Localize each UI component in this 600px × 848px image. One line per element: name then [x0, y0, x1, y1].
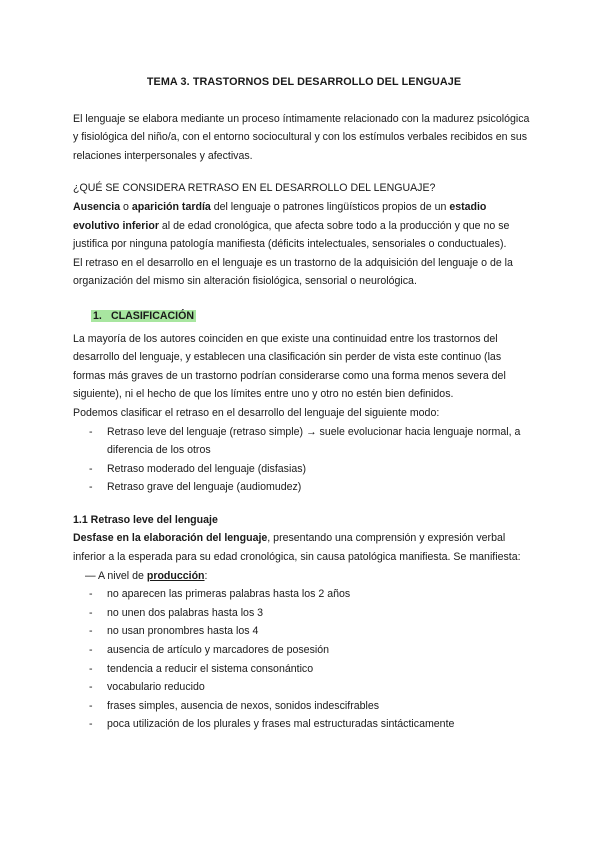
intro-paragraph: El lenguaje se elabora mediante un proceso íntimamente relacionado con la madurez psicológica y fisiológica del niño/a, con el entorno sociocultural y con los estímulos verbales recibidos en sus relaciones interpersonales y afectivas. [73, 112, 530, 162]
production-list [73, 585, 535, 734]
level-suffix: : [204, 569, 208, 582]
list-item: - no unen dos palabras hasta los 3 [73, 604, 535, 623]
definition-text-1: o [120, 200, 132, 213]
list-item: - Retraso grave del lenguaje (audiomudez) [73, 478, 535, 497]
list-item: - Retraso leve del lenguaje (retraso simple) → suele evolucionar hacia lenguaje normal, a diferencia de los otros [73, 423, 535, 460]
definition-paragraph [73, 198, 535, 254]
list-item: - no usan pronombres hasta los 4 [73, 622, 535, 641]
definition-bold-3: estadio evolutivo inferior [73, 200, 487, 232]
list-item: - tendencia a reducir el sistema consonántico [73, 660, 535, 679]
section-1-highlight [91, 310, 196, 322]
question-heading: ¿QUÉ SE CONSIDERA RETRASO EN EL DESARROLLO DEL LENGUAJE? [73, 182, 436, 195]
list-item: - no aparecen las primeras palabras hasta los 2 años [73, 585, 535, 604]
document-page [73, 73, 535, 734]
level-word: producción [146, 569, 205, 582]
definition-bold-1: Ausencia [73, 200, 121, 213]
section-1-heading [91, 307, 535, 326]
level-prefix: — A nivel de [85, 569, 147, 582]
definition-text-2: del lenguaje o patrones lingüísticos propios de un [210, 200, 450, 213]
list-item: - Retraso moderado del lenguaje (disfasias) [73, 460, 535, 479]
section-1-paragraph-2: Podemos clasificar el retraso en el desarrollo del lenguaje del siguiente modo: [73, 406, 440, 419]
page-title: TEMA 3. TRASTORNOS DEL DESARROLLO DEL LENGUAJE [146, 76, 462, 88]
lead-rest: , presentando una comprensión y expresión verbal inferior a la esperada para su edad cronológica, sin causa patológica manifiesta. Se manifiesta: [73, 532, 521, 564]
section-1-title: CLASIFICACIÓN [111, 309, 194, 322]
definition-bold-2: aparición tardía [131, 200, 211, 213]
subsection-1-1-heading: 1.1 Retraso leve del lenguaje [73, 513, 218, 526]
subsection-1-1-lead [73, 529, 535, 566]
definition-paragraph-2: El retraso en el desarrollo en el lenguaje es un trastorno de la adquisición del lenguaje o de la organización del mismo sin alteración fisiológica, sensorial o neurológica. [73, 256, 513, 288]
list-item: - frases simples, ausencia de nexos, sonidos indescifrables [73, 697, 535, 716]
classification-list [73, 423, 535, 497]
production-level-line [73, 567, 535, 586]
lead-bold: Desfase en la elaboración del lenguaje [73, 532, 268, 545]
section-1-paragraph-1: La mayoría de los autores coinciden en que existe una continuidad entre los trastornos del desarrollo del lenguaje, y establecen una clasificación sin perder de vista este continuo (las formas más graves de un trastorno podrían considerarse como una forma menos severa del siguiente), ni el hecho de que los límites entre uno y otro no estén bien definidos. [73, 332, 506, 401]
list-item: - poca utilización de los plurales y frases mal estructuradas sintácticamente [73, 715, 535, 734]
definition-text-3: al de edad cronológica, que afecta sobre todo a la producción y que no se justifica por ninguna patología manifiesta (déficits intelectuales, sensoriales o conductuales). [73, 219, 510, 251]
list-item: - vocabulario reducido [73, 678, 535, 697]
list-item: - ausencia de artículo y marcadores de posesión [73, 641, 535, 660]
section-1-number: 1. [93, 309, 102, 322]
